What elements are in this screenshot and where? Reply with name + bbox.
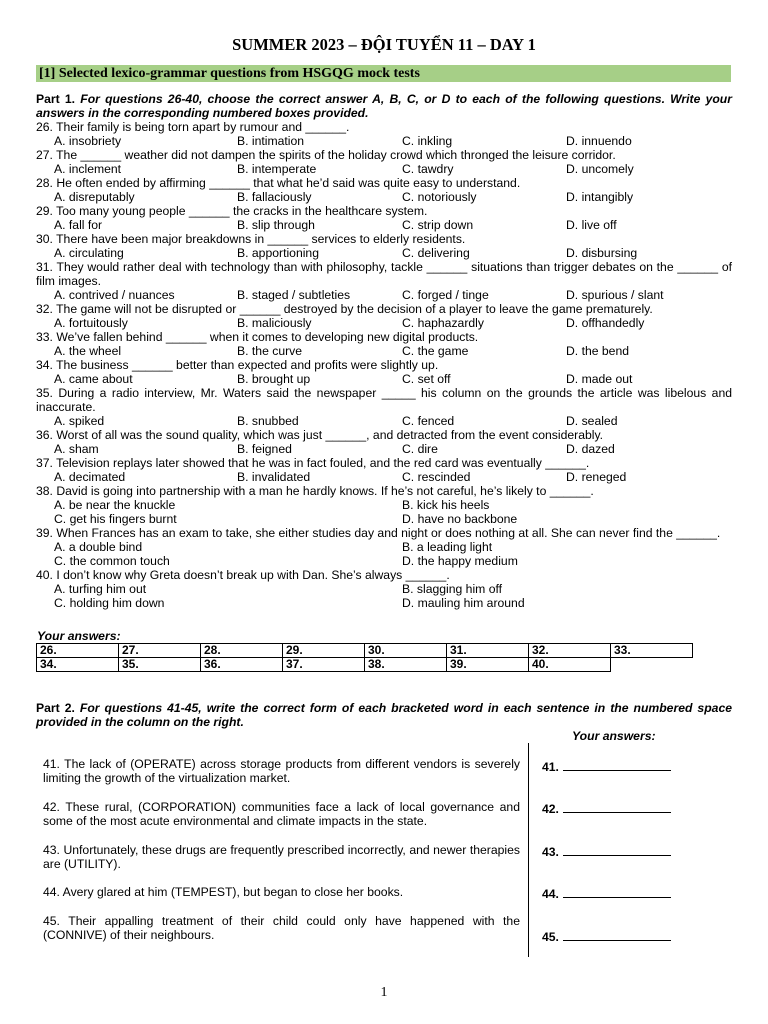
option: D. reneged — [566, 470, 627, 484]
options-27 — [36, 162, 732, 176]
option: A. the wheel — [54, 344, 122, 358]
answer-cell-28[interactable]: 28. — [201, 644, 283, 658]
question-32: 32. The game will not be disrupted or ______ destroyed by the decision of a player to leave the game prematurely. — [36, 302, 653, 316]
options-39-row1 — [36, 540, 732, 554]
question-44: 44. Avery glared at him (TEMPEST), but began to close her books. — [43, 885, 404, 899]
option: A. a double bind — [54, 540, 143, 554]
option: C. notoriously — [402, 190, 477, 204]
option: C. strip down — [402, 218, 474, 232]
options-26 — [36, 134, 732, 148]
answer-cell-38[interactable]: 38. — [365, 658, 447, 672]
option: C. haphazardly — [402, 316, 484, 330]
option: B. brought up — [237, 372, 311, 386]
options-30 — [36, 246, 732, 260]
question-40: 40. I don’t know why Greta doesn’t break up with Dan. She’s always ______. — [36, 568, 450, 582]
options-33 — [36, 344, 732, 358]
answer-42[interactable] — [542, 801, 671, 816]
part1-instruction-text: For questions 26-40, choose the correct answer A, B, C, or D to each of the following questions. Write your answers in the corresponding numbered boxes provided. — [36, 92, 732, 120]
option: D. the happy medium — [402, 554, 518, 568]
question-41: 41. The lack of (OPERATE) across storage products from different vendors is severely limiting the growth of the virtualization market. — [43, 757, 520, 785]
option: C. set off — [402, 372, 451, 386]
answer-blank[interactable] — [563, 886, 671, 898]
answer-cell-29[interactable]: 29. — [283, 644, 365, 658]
answer-cell-40[interactable]: 40. — [529, 658, 611, 672]
answer-row — [37, 658, 693, 672]
option: A. disreputably — [54, 190, 135, 204]
option: B. staged / subtleties — [237, 288, 351, 302]
answer-blank[interactable] — [563, 929, 671, 941]
question-33: 33. We’ve fallen behind ______ when it comes to developing new digital products. — [36, 330, 479, 344]
answer-number: 41. — [542, 760, 559, 774]
question-36: 36. Worst of all was the sound quality, which was just ______, and detracted from the event considerably. — [36, 428, 604, 442]
options-39-row2 — [36, 554, 732, 568]
question-27: 27. The ______ weather did not dampen the spirits of the holiday crowd which thronged the leisure corridor. — [36, 148, 616, 162]
question-37: 37. Television replays later showed that he was in fact fouled, and the red card was eventually ______. — [36, 456, 590, 470]
answer-cell-39[interactable]: 39. — [447, 658, 529, 672]
page-number: 1 — [380, 985, 388, 1000]
options-35 — [36, 414, 732, 428]
answer-45[interactable] — [542, 929, 671, 944]
answer-44[interactable] — [542, 886, 671, 901]
option: D. dazed — [566, 442, 615, 456]
question-39: 39. When Frances has an exam to take, she either studies day and night or does nothing at all. She can never find the ______. — [36, 526, 721, 540]
option: A. contrived / nuances — [54, 288, 175, 302]
option: B. fallaciously — [237, 190, 312, 204]
answer-row — [37, 644, 693, 658]
options-38-row1 — [36, 498, 732, 512]
part2-instruction — [36, 701, 732, 729]
option: D. sealed — [566, 414, 618, 428]
part2-your-answers-label: Your answers: — [572, 729, 656, 743]
option: A. came about — [54, 372, 133, 386]
answer-cell-27[interactable]: 27. — [119, 644, 201, 658]
option: A. fortuitously — [54, 316, 128, 330]
option: B. maliciously — [237, 316, 312, 330]
option: A. sham — [54, 442, 99, 456]
option: D. disbursing — [566, 246, 638, 260]
option: B. kick his heels — [402, 498, 490, 512]
question-26: 26. Their family is being torn apart by rumour and ______. — [36, 120, 350, 134]
option: D. intangibly — [566, 190, 634, 204]
option: D. made out — [566, 372, 633, 386]
option: B. intimation — [237, 134, 305, 148]
options-34 — [36, 372, 732, 386]
question-42: 42. These rural, (CORPORATION) communities face a lack of local governance and some of the most acute environmental and climate impacts in the state. — [43, 800, 520, 828]
option: D. mauling him around — [402, 596, 525, 610]
option: C. the game — [402, 344, 469, 358]
answer-cell-33[interactable]: 33. — [611, 644, 693, 658]
answer-number: 42. — [542, 802, 559, 816]
option: A. spiked — [54, 414, 105, 428]
option: A. circulating — [54, 246, 124, 260]
options-40-row2 — [36, 596, 732, 610]
empty-cell — [611, 658, 693, 672]
option: D. have no backbone — [402, 512, 518, 526]
option: D. live off — [566, 218, 617, 232]
option: A. be near the knuckle — [54, 498, 176, 512]
question-43: 43. Unfortunately, these drugs are frequently prescribed incorrectly, and newer therapies are (UTILITY). — [43, 843, 520, 871]
section-heading: [1] Selected lexico-grammar questions from HSGQG mock tests — [36, 65, 731, 82]
option: C. the common touch — [54, 554, 170, 568]
option: A. turfing him out — [54, 582, 147, 596]
option: B. feigned — [237, 442, 292, 456]
question-34: 34. The business ______ better than expected and profits were slightly up. — [36, 358, 439, 372]
options-31 — [36, 288, 732, 302]
option: B. snubbed — [237, 414, 299, 428]
option: A. fall for — [54, 218, 103, 232]
option: B. the curve — [237, 344, 303, 358]
answer-cell-35[interactable]: 35. — [119, 658, 201, 672]
options-28 — [36, 190, 732, 204]
option: B. slagging him off — [402, 582, 503, 596]
answer-blank[interactable] — [563, 844, 671, 856]
your-answers-label: Your answers: — [37, 629, 121, 643]
options-40-row1 — [36, 582, 732, 596]
answer-cell-32[interactable]: 32. — [529, 644, 611, 658]
option: A. inclement — [54, 162, 122, 176]
option: B. a leading light — [402, 540, 493, 554]
page-title: SUMMER 2023 – ĐỘI TUYỂN 11 – DAY 1 — [232, 35, 536, 54]
question-30: 30. There have been major breakdowns in ______ services to elderly residents. — [36, 232, 466, 246]
question-38: 38. David is going into partnership with a man he hardly knows. If he’s not careful, he’s likely to ______. — [36, 484, 594, 498]
option: C. inkling — [402, 134, 453, 148]
question-45: 45. Their appalling treatment of their child could only have happened with the (CONNIVE) of their neighbours. — [43, 914, 520, 942]
option: C. dire — [402, 442, 438, 456]
column-divider — [528, 743, 529, 957]
answer-cell-26[interactable]: 26. — [37, 644, 119, 658]
question-29: 29. Too many young people ______ the cracks in the healthcare system. — [36, 204, 428, 218]
answer-41[interactable] — [542, 759, 671, 774]
option: C. fenced — [402, 414, 455, 428]
options-36 — [36, 442, 732, 456]
question-35: 35. During a radio interview, Mr. Waters said the newspaper _____ his column on the grounds the article was libelous and inaccurate. — [36, 386, 732, 414]
answer-cell-37[interactable]: 37. — [283, 658, 365, 672]
option: C. forged / tinge — [402, 288, 489, 302]
option: C. holding him down — [54, 596, 165, 610]
answer-cell-34[interactable]: 34. — [37, 658, 119, 672]
answer-blank[interactable] — [563, 759, 671, 771]
option: D. offhandedly — [566, 316, 645, 330]
options-38-row2 — [36, 512, 732, 526]
option: C. delivering — [402, 246, 470, 260]
options-29 — [36, 218, 732, 232]
answer-cell-30[interactable]: 30. — [365, 644, 447, 658]
option: A. decimated — [54, 470, 126, 484]
option: C. rescinded — [402, 470, 471, 484]
option: D. innuendo — [566, 134, 632, 148]
option: B. apportioning — [237, 246, 319, 260]
answer-number: 43. — [542, 845, 559, 859]
answer-number: 45. — [542, 930, 559, 944]
option: B. slip through — [237, 218, 315, 232]
options-37 — [36, 470, 732, 484]
answer-blank[interactable] — [563, 801, 671, 813]
option: D. uncomely — [566, 162, 634, 176]
answer-43[interactable] — [542, 844, 671, 859]
option: D. the bend — [566, 344, 630, 358]
answer-cell-31[interactable]: 31. — [447, 644, 529, 658]
option: D. spurious / slant — [566, 288, 664, 302]
answer-cell-36[interactable]: 36. — [201, 658, 283, 672]
part1-label: Part 1. — [36, 92, 76, 106]
option: B. invalidated — [237, 470, 311, 484]
answer-number: 44. — [542, 887, 559, 901]
answer-table — [36, 643, 693, 672]
option: B. intemperate — [237, 162, 317, 176]
question-28: 28. He often ended by affirming ______ that what he’d said was quite easy to understand. — [36, 176, 521, 190]
part1 — [36, 92, 732, 610]
question-31: 31. They would rather deal with technology than with philosophy, tackle ______ situations than trigger debates on the ______ of film images. — [36, 260, 732, 288]
options-32 — [36, 316, 732, 330]
part2-label: Part 2. — [36, 701, 75, 715]
part1-instruction — [36, 92, 732, 120]
option: A. insobriety — [54, 134, 122, 148]
part2-instruction-text: For questions 41-45, write the correct form of each bracketed word in each sentence in the numbered space provided in the column on the right. — [36, 701, 732, 729]
option: C. get his fingers burnt — [54, 512, 177, 526]
option: C. tawdry — [402, 162, 454, 176]
